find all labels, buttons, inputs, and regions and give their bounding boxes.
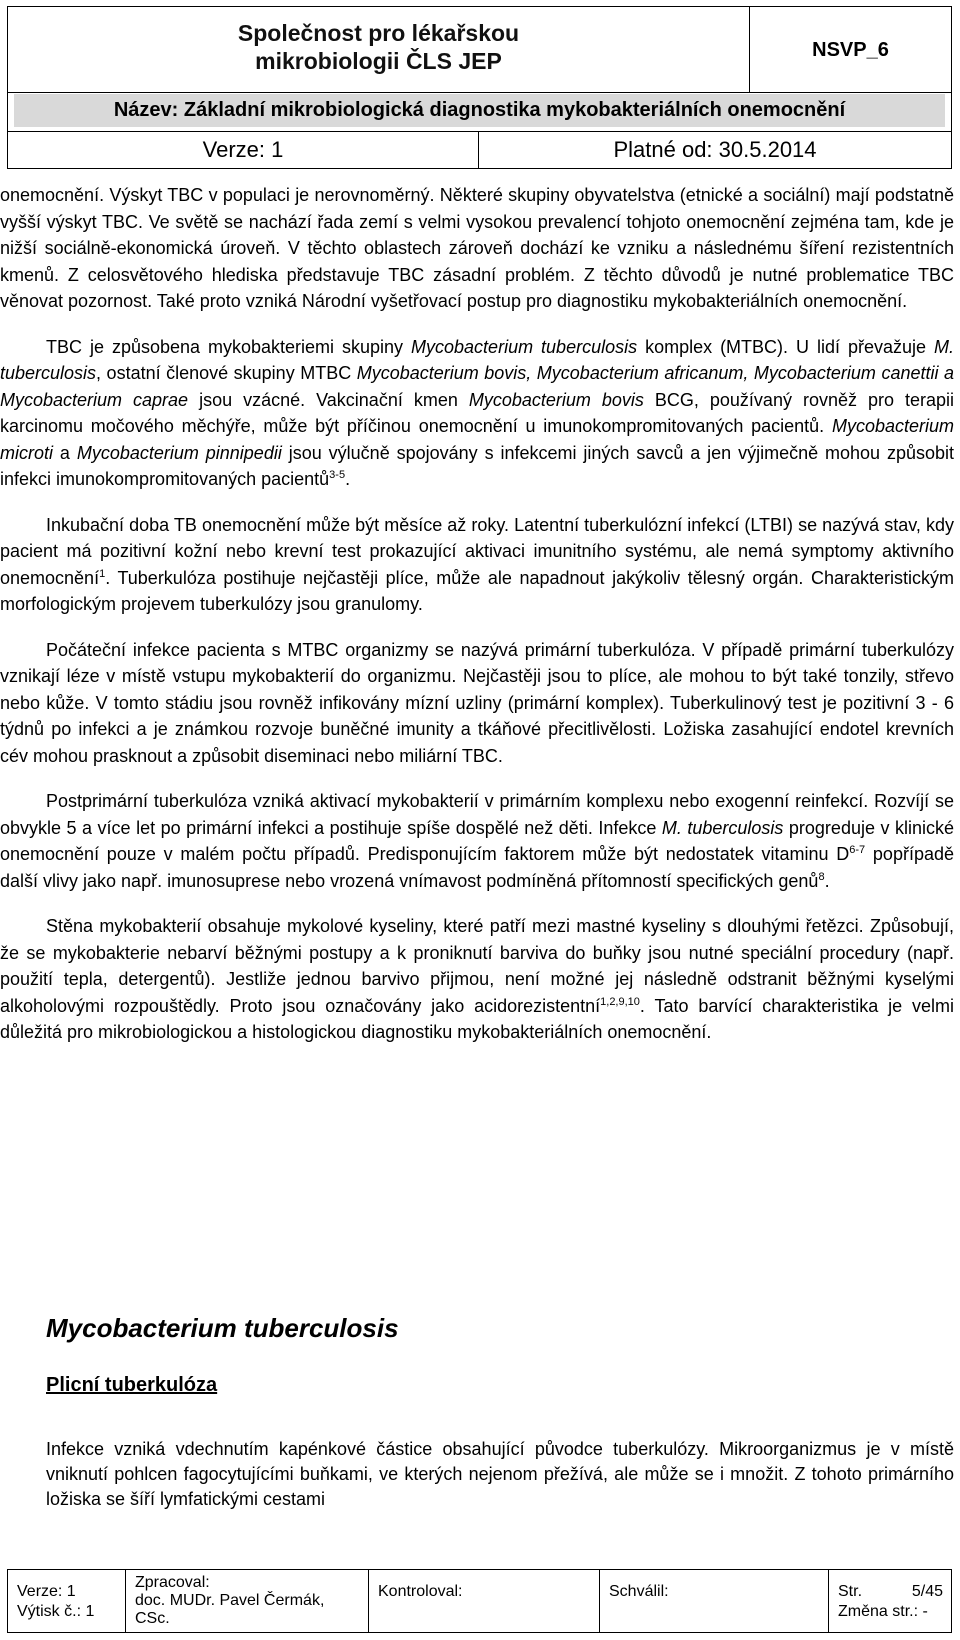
header-version: Verze: 1: [8, 132, 479, 168]
footer-page-cell: [829, 1570, 951, 1632]
text-run: , ostatní členové skupiny MTBC: [96, 363, 357, 383]
header-valid-from: Platné od: 30.5.2014: [613, 137, 817, 162]
footer-prepared-label: Zpracoval:: [135, 1574, 210, 1591]
species-name: Mycobacterium microti: [0, 416, 954, 463]
footer-approved-cell: [600, 1570, 829, 1632]
footer-change: Změna str.: -: [838, 1603, 928, 1620]
citation: 6-7: [849, 844, 866, 856]
footer-checked-cell: [369, 1570, 600, 1632]
organization-line-1: Společnost pro lékařskou: [237, 20, 520, 46]
organization-line-2: mikrobiologii ČLS JEP: [255, 48, 502, 74]
footer-approved-label: Schválil:: [609, 1583, 669, 1600]
species-name: M. tuberculosis: [661, 817, 784, 838]
text-run: .: [824, 870, 830, 891]
citation: 8: [818, 870, 825, 883]
text-run: Počáteční infekce pacienta s MTBC organizmy se nazývá primární tuberkulóza. V případě primární tuberkulózy vznikají léze v místě vstupu mykobakterií do organizmu. Nejčastěji jsou to plíce, ale mohou to být také tonzily, střevo nebo kůže. V tomto stádiu jsou rovněž infikovány mízní uzliny (primární komplex). Tuberkulinový test je pozitivní 3 - 6 týdnů po infekci a je známkou rozvoje buněčné imunity a tkáňové přecitlivělosti. Ložiska zasahující endotel krevních cév mohou prasknout a způsobit diseminaci nebo miliární TBC.: [0, 639, 954, 766]
text-run: BCG, používaný rovněž pro terapii karcinomu močového měchýře, může být příčinou onemocnění u imunokompromitovaných pacientů.: [0, 389, 955, 436]
footer-page-label: Str.: [838, 1583, 863, 1600]
text-run: . Tato barvící charakteristika je velmi důležitá pro mikrobiologickou a histologickou diagnostiku mykobakteriálních onemocnění.: [0, 995, 954, 1042]
paragraph-1-text: onemocnění. Výskyt TBC v populaci je nerovnoměrný. Některé skupiny obyvatelstva (etnické a sociální) mají podstatně vyšší výskyt TBC. Ve světě se nachází řada zemí s velmi vysokou prevalencí tohjoto onemocnění zejména tam, kde je nižší sociálně-ekonomická úroveň. V těchto oblastech zároveň dochází ke vzniku a následnému šíření rezistentních kmenů. Z celosvětového hlediska představuje TBC zásadní problém. Z těchto důvodů je nutné problematice TBC věnovat pozornost. Také proto vzniká Národní vyšetřovací postup pro diagnostiku mykobakteriálních onemocnění.: [0, 185, 954, 311]
text-run: Inkubační doba TB onemocnění může být měsíce až roky. Latentní tuberkulózní infekcí (LTBI) se nazývá stav, kdy pacient má pozitivní kožní nebo krevní test prokazující aktivaci imunitního systému, ale nemá symptomy aktivního onemocnění: [0, 514, 954, 588]
species-name: Mycobacterium pinnipedii: [76, 442, 282, 463]
document-header: [7, 6, 952, 169]
species-name: Mycobacterium tuberculosis: [411, 336, 638, 357]
paragraph-7: Infekce vzniká vdechnutím kapénkové částice obsahující původce tuberkulózy. Mikroorganizmus je v místě vniknutí pohlcen fagocytujícími buňkami, ve kterých nejenom přežívá, ale může se i množit. Z tohoto primárního ložiska se šíří lymfatickými cestami: [46, 1439, 954, 1509]
footer-prepared-by-title: CSc.: [135, 1610, 170, 1627]
text-run: Postprimární tuberkulóza vzniká aktivací mykobakterií v primárním komplexu nebo exogenní reinfekcí. Rozvíjí se obvykle 5 a více let po primární infekci a postihuje spíše dospělé než děti. Infekce: [0, 791, 954, 838]
document-code: NSVP_6: [750, 7, 951, 93]
document-title: Název: Základní mikrobiologická diagnostika mykobakteriálních onemocnění: [14, 94, 945, 127]
footer-prepared-by: doc. MUDr. Pavel Čermák,: [135, 1592, 325, 1609]
organization-name: [8, 7, 750, 93]
footer-page-number: 5/45: [911, 1583, 943, 1600]
footer-checked-label: Kontroloval:: [378, 1583, 463, 1600]
text-run: jsou vzácné. Vakcinační kmen: [188, 389, 469, 410]
paragraph-5: [0, 788, 954, 894]
text-run: a: [53, 442, 77, 463]
footer-version: Verze: 1: [17, 1583, 76, 1600]
paragraph-6: [0, 913, 954, 1046]
section-heading: Mycobacterium tuberculosis: [46, 1313, 399, 1343]
text-run: komplex (MTBC). U lidí převažuje: [637, 336, 934, 357]
species-name: Mycobacterium bovis: [468, 389, 644, 410]
text-run: TBC je způsobena mykobakteriemi skupiny: [46, 336, 412, 357]
text-run: . Tuberkulóza postihuje nejčastěji plíce, může ale napadnout jakýkoliv tělesný orgán. Charakteristickým morfologickým projevem tuberkulózy jsou granulomy.: [0, 567, 954, 614]
text-run: Stěna mykobakterií obsahuje mykolové kyseliny, které patří mezi mastné kyseliny s dlouhými řetězci. Způsobují, že se mykobakterie nebarví běžnými postupy a k proniknutí barviva do buňky jsou nutné speciální procedury (např. použití tepla, detergentů). Jestliže jednou barvivo přijmou, není možné jej následně odstranit běžnými kyselými alkoholovými rozpouštědly. Proto jsou označovány jako acidorezistentní: [0, 916, 954, 1016]
subsection-heading: Plicní tuberkulóza: [46, 1374, 218, 1396]
text-run: progreduje v klinické onemocnění pouze v malém počtu případů. Predisponujícím faktorem může být nedostatek vitaminu D: [0, 817, 954, 864]
paragraph-1: [0, 182, 954, 315]
citation: 3-5: [329, 469, 346, 481]
footer-prepared-cell: [126, 1570, 369, 1632]
citation: 1: [99, 567, 106, 580]
paragraph-3: [0, 512, 954, 618]
species-name: Mycobacterium bovis, Mycobacterium africanum, Mycobacterium canettii a Mycobacterium caprae: [0, 363, 954, 410]
paragraph-4: [0, 637, 954, 770]
footer-page-row: [838, 1582, 951, 1602]
footer-version-cell: [8, 1570, 126, 1632]
document-footer: [7, 1569, 952, 1633]
species-name: M. tuberculosis: [0, 336, 954, 383]
text-run: .: [345, 469, 351, 489]
document-body: [0, 182, 955, 1046]
text-run: jsou výlučně spojovány s infekcemi jiných savců a jen výjimečně mohou způsobit infekci imunokompromitovaných pacientů: [0, 442, 954, 489]
footer-issue: Výtisk č.: 1: [17, 1603, 95, 1620]
paragraph-2: [0, 334, 954, 493]
text-run: popřípadě další vlivy jako např. imunosuprese nebo vrozená vnímavost podmíněná přítomností specifických genů: [0, 844, 954, 891]
citation: 1,2,9,10: [600, 995, 640, 1008]
